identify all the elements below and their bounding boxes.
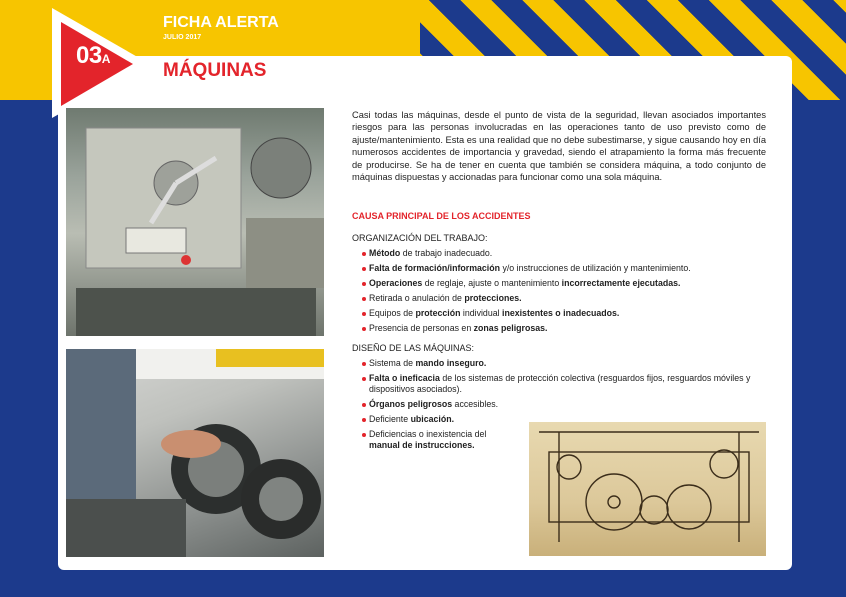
list-item: Deficiencias o inexistencia del manual de instrucciones.	[362, 429, 519, 451]
org-heading: ORGANIZACIÓN DEL TRABAJO:	[352, 233, 488, 243]
list-item: Falta de formación/información y/o instrucciones de utilización y mantenimiento.	[362, 263, 691, 274]
list-item: Sistema de mando inseguro.	[362, 358, 766, 369]
list-item: Falta o ineficacia de los sistemas de protección colectiva (resguardos fijos, resguardos móviles y dispositivos asociados).	[362, 373, 766, 395]
list-item: Equipos de protección individual inexistentes o inadecuados.	[362, 308, 691, 319]
design-heading: DISEÑO DE LAS MÁQUINAS:	[352, 343, 475, 353]
header-title: FICHA ALERTA	[163, 14, 279, 31]
org-list	[362, 248, 691, 338]
lathe-machine-photo	[66, 108, 324, 336]
header-date: JULIO 2017	[163, 34, 202, 41]
list-item: Retirada o anulación de protecciones.	[362, 293, 691, 304]
page-title: MÁQUINAS	[163, 60, 267, 81]
list-item: Método de trabajo inadecuado.	[362, 248, 691, 259]
causes-heading: CAUSA PRINCIPAL DE LOS ACCIDENTES	[352, 211, 531, 221]
belt-drive-photo	[66, 349, 324, 557]
badge-number: 03A	[76, 42, 110, 69]
list-item: Operaciones de reglaje, ajuste o mantenimiento incorrectamente ejecutadas.	[362, 278, 691, 289]
list-item: Deficiente ubicación.	[362, 414, 766, 425]
list-item: Órganos peligrosos accesibles.	[362, 399, 766, 410]
design-list	[362, 358, 766, 455]
intro-paragraph: Casi todas las máquinas, desde el punto de vista de la seguridad, llevan asociados importantes riesgos para las personas involucradas en las operaciones tanto de uso previsto como de ajuste/mantenimiento. Esta es una realidad que no debe subestimarse, y sigue causando hoy en día numerosos accidentes de importancia y gravedad, siendo el atrapamiento la forma más frecuente de producirse. Se ha de tener en cuenta que también se considera máquina, a todo conjunto de máquinas dispuestas y accionadas para funcionar como una sola máquina.	[352, 110, 766, 183]
list-item: Presencia de personas en zonas peligrosas.	[362, 323, 691, 334]
